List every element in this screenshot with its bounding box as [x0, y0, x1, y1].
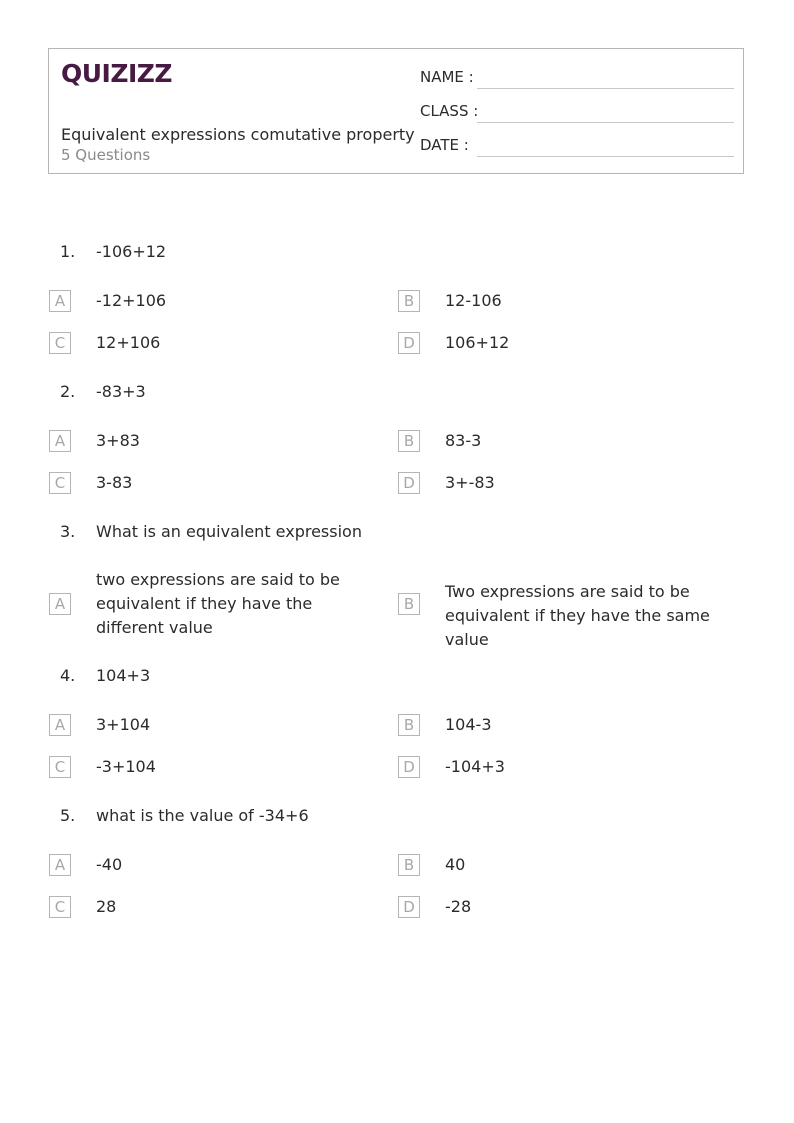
option-text: -12+106 — [96, 291, 167, 310]
quizizz-logo: QUIZIZZ — [61, 59, 173, 88]
class-label: CLASS : — [420, 102, 479, 120]
question-number: 4. — [60, 666, 76, 685]
worksheet-title: Equivalent expressions comutative property — [61, 125, 415, 144]
option-letter-box: A — [49, 854, 71, 876]
option-letter-box: B — [398, 593, 420, 615]
name-field — [420, 68, 734, 90]
option-letter-box: A — [49, 430, 71, 452]
option-text: 12-106 — [445, 291, 502, 310]
class-field — [420, 102, 734, 124]
date-field — [420, 136, 734, 158]
option-text: 104-3 — [445, 715, 492, 734]
date-label: DATE : — [420, 136, 469, 154]
option-text: -28 — [445, 897, 472, 916]
option-text: 3-83 — [96, 473, 133, 492]
option-letter-box: B — [398, 430, 420, 452]
option-letter-box: A — [49, 290, 71, 312]
option-text: 83-3 — [445, 431, 482, 450]
option-letter-box: D — [398, 896, 420, 918]
option-letter-box: D — [398, 756, 420, 778]
option-text: -3+104 — [96, 757, 156, 776]
option-text: -104+3 — [445, 757, 505, 776]
name-label: NAME : — [420, 68, 474, 86]
question-text: -83+3 — [96, 382, 146, 401]
question-text: 104+3 — [96, 666, 151, 685]
option-letter-box: D — [398, 472, 420, 494]
option-letter-box: C — [49, 896, 71, 918]
option-letter-box: B — [398, 290, 420, 312]
question-text: what is the value of -34+6 — [96, 806, 309, 825]
option-text: 3+-83 — [445, 473, 495, 492]
option-text: 3+104 — [96, 715, 151, 734]
option-letter-box: D — [398, 332, 420, 354]
option-letter-box: C — [49, 756, 71, 778]
option-letter-box: C — [49, 472, 71, 494]
option-letter-box: C — [49, 332, 71, 354]
question-text: -106+12 — [96, 242, 167, 261]
worksheet-header — [48, 48, 744, 174]
option-letter-box: A — [49, 714, 71, 736]
class-line — [477, 122, 734, 123]
option-letter-box: A — [49, 593, 71, 615]
question-number: 5. — [60, 806, 76, 825]
option-text: 40 — [445, 855, 466, 874]
option-text: Two expressions are said to be equivalent if they have the same value — [445, 582, 710, 649]
option-text: 106+12 — [445, 333, 510, 352]
option-letter-box: B — [398, 714, 420, 736]
option-text: two expressions are said to be equivalent if they have the different value — [96, 570, 340, 637]
option-text: 12+106 — [96, 333, 161, 352]
question-number: 3. — [60, 522, 76, 541]
option-text: 28 — [96, 897, 117, 916]
option-letter-box: B — [398, 854, 420, 876]
option-text: 3+83 — [96, 431, 140, 450]
date-line — [477, 156, 734, 157]
question-number: 2. — [60, 382, 76, 401]
question-text: What is an equivalent expression — [96, 522, 362, 541]
question-number: 1. — [60, 242, 76, 261]
name-line — [477, 88, 734, 89]
question-count: 5 Questions — [61, 146, 151, 164]
option-text: -40 — [96, 855, 123, 874]
